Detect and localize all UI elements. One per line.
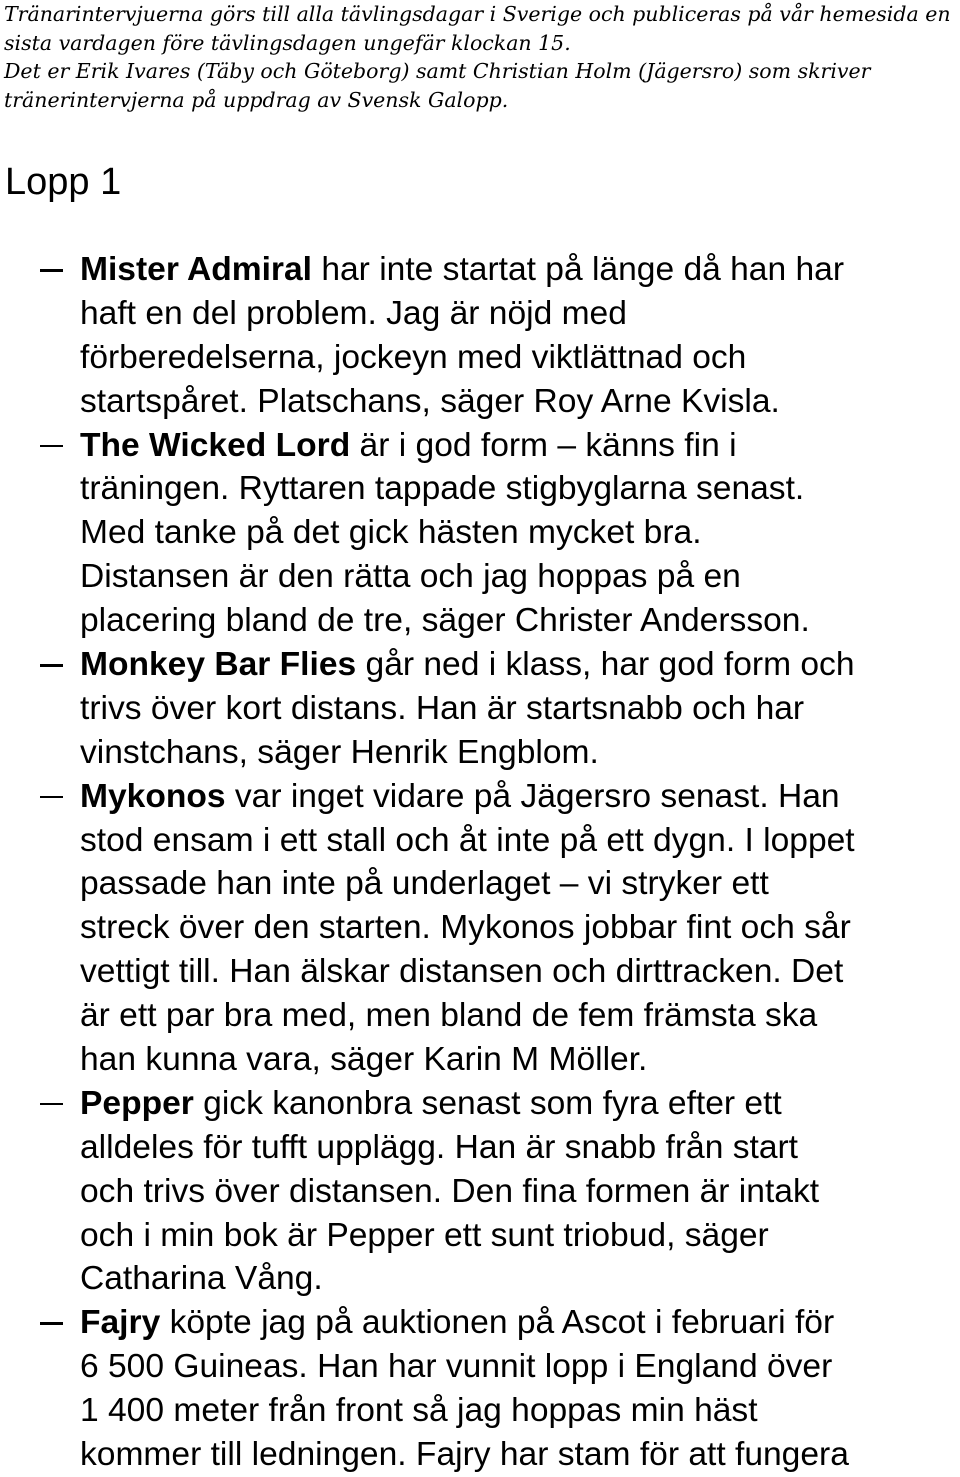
dash-bullet [40,1322,63,1325]
entry-first-line [80,424,960,468]
entry-line: 6 500 Guineas. Han har vunnit lopp i England över [80,1348,833,1386]
intro-line: Tränarintervjuerna görs till alla tävlingsdagar i Sverige och publiceras på vår hemesida en [4,2,951,26]
entry-text: har inte startat på länge då han har [312,251,845,288]
entry-text: går ned i klass, har god form och [356,646,855,684]
entry-line: vettigt till. Han älskar distansen och dirttracken. Det [80,953,844,991]
dash-bullet [40,796,63,799]
entry-first-line [80,643,960,687]
trainer-comments-list [0,248,960,1477]
horse-name: Mister Admiral [80,251,312,288]
entry-line: förberedelserna, jockeyn med viktlättnad och [80,338,747,376]
entry-line: är ett par bra med, men bland de fem främsta ska [80,997,818,1035]
entry-line: passade han inte på underlaget – vi stryker ett [80,865,769,903]
horse-name: Pepper [80,1084,194,1122]
entry-line: streck över den starten. Mykonos jobbar fint och sår [80,909,851,947]
dash-bullet [40,269,63,272]
entry-line: han kunna vara, säger Karin M Möller. [80,1041,648,1079]
horse-name: Monkey Bar Flies [80,646,357,684]
entry-line: haft en del problem. Jag är nöjd med [80,294,627,332]
dash-bullet [40,664,63,667]
entry-line: startspåret. Platschans, säger Roy Arne Kvisla. [80,382,780,420]
entry-text: gick kanonbra senast som fyra efter ett [193,1084,782,1122]
entry-line: trivs över kort distans. Han är startsnabb och har [80,689,805,727]
list-item [0,424,960,643]
list-item [0,775,960,1082]
entry-first-line [80,1301,960,1345]
horse-name: Fajry [80,1304,161,1342]
entry-line: Med tanke på det gick hästen mycket bra. [80,514,702,552]
list-item [0,1082,960,1301]
horse-name: Mykonos [80,777,226,815]
entry-line: placering bland de tre, säger Christer Andersson. [80,602,810,640]
intro-line: Det er Erik Ivares (Täby och Göteborg) samt Christian Holm (Jägersro) som skriver [4,59,871,83]
entry-line: stod ensam i ett stall och åt inte på ett dygn. I loppet [80,821,855,859]
intro-paragraph [4,0,960,114]
entry-first-line [80,1082,960,1126]
race-heading: Lopp 1 [5,161,122,203]
list-item [0,643,960,775]
intro-line: tränerintervjerna på uppdrag av Svensk Galopp. [4,87,509,112]
entry-line: alldeles för tufft upplägg. Han är snabb från start [80,1128,799,1166]
entry-line: och i min bok är Pepper ett sunt triobud, säger [80,1216,769,1254]
entry-text: är i god form – känns fin i [350,426,737,464]
entry-line: Catharina Vång. [80,1260,323,1298]
dash-bullet [40,1103,63,1106]
entry-first-line [80,248,960,292]
entry-line: Distansen är den rätta och jag hoppas på en [80,558,741,596]
entry-first-line [80,775,960,819]
entry-text: var inget vidare på Jägersro senast. Han [225,777,840,815]
entry-line: 1 400 meter från front så jag hoppas min häst [80,1392,758,1430]
list-item [0,1301,960,1477]
entry-line: och trivs över distansen. Den fina formen är intakt [80,1172,820,1210]
list-item [0,248,960,424]
entry-text: köpte jag på auktionen på Ascot i februari för [160,1304,835,1342]
dash-bullet [40,445,63,448]
entry-line: vinstchans, säger Henrik Engblom. [80,733,599,771]
intro-line: sista vardagen före tävlingsdagen ungefär klockan 15. [4,30,571,55]
horse-name: The Wicked Lord [80,426,351,464]
entry-line: träningen. Ryttaren tappade stigbyglarna senast. [80,470,805,508]
entry-line: kommer till ledningen. Fajry har stam för att fungera [80,1436,849,1474]
